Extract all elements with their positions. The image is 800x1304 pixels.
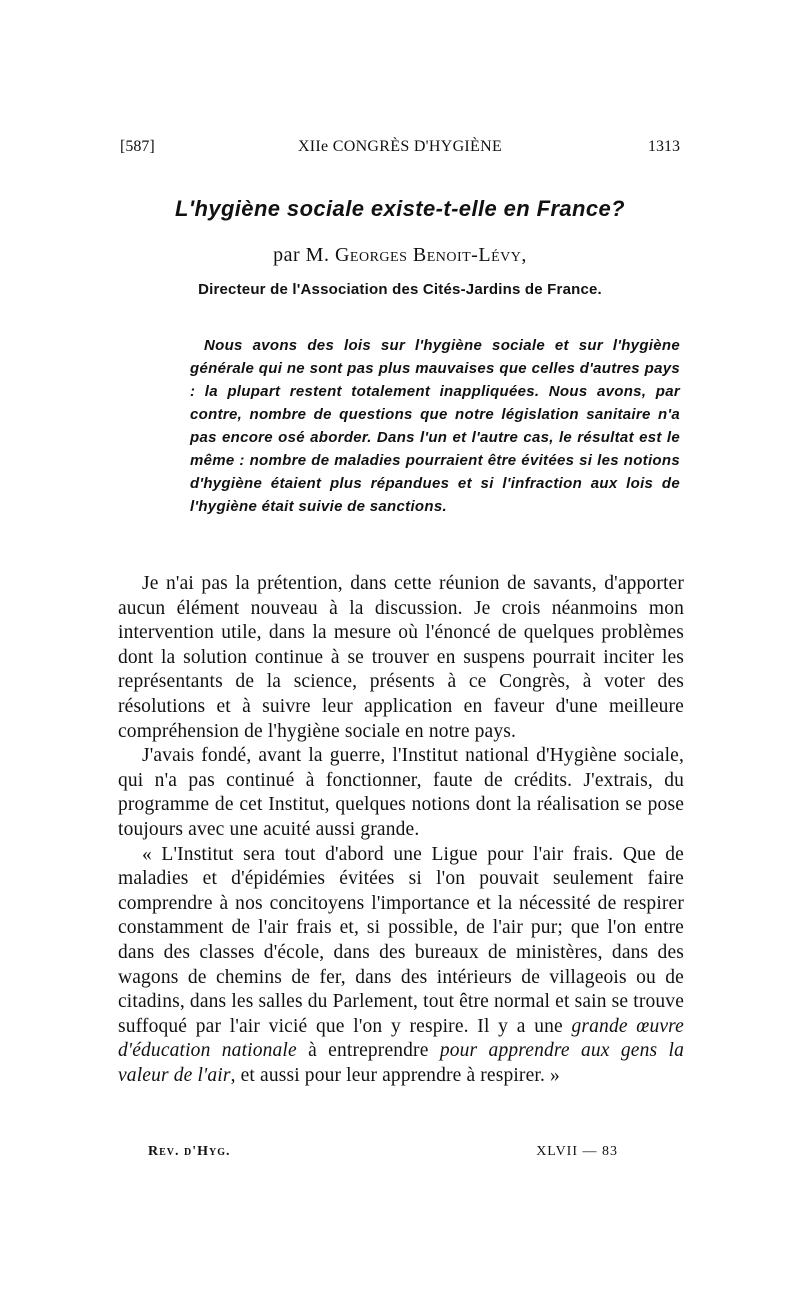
paragraph-3-end: , et aussi pour leur apprendre à respirer. » bbox=[230, 1064, 560, 1086]
paragraph-3-middle: à entreprendre bbox=[296, 1040, 440, 1062]
paragraph-3 bbox=[118, 843, 684, 1089]
journal-abbreviation: Rev. d'Hyg. bbox=[148, 1144, 231, 1159]
abstract-text: Nous avons des lois sur l'hygiène sociale et sur l'hygiène générale qui ne sont pas plus mauvaises que celles d'autres pays : la plupart restent totalement inappliquées. Nous avons, par contre, nombre de questions que notre législation sanitaire n'a pas encore osé aborder. Dans l'un et l'autre cas, le résultat est le même : nombre de maladies pourraient être évitées si les notions d'hygiène étaient plus répandues et si l'infraction aux lois de l'hygiène était suivie de sanctions. bbox=[190, 337, 680, 515]
byline-prefix: par M. bbox=[273, 244, 330, 266]
abstract bbox=[190, 334, 680, 518]
page-footer bbox=[148, 1144, 618, 1166]
article-title: L'hygiène sociale existe-t-elle en France? bbox=[175, 196, 625, 221]
volume-signature: XLVII — 83 bbox=[536, 1144, 618, 1159]
running-head bbox=[120, 138, 680, 162]
paragraph-3-emphasis-1: grande œuvre d'éducation nationale bbox=[118, 1015, 684, 1062]
article-body bbox=[118, 572, 684, 1088]
running-title: XIIe CONGRÈS D'HYGIÈNE bbox=[297, 138, 503, 155]
paragraph-3-start: « L'Institut sera tout d'abord une Ligue pour l'air frais. Que de maladies et d'épidémies évitées si l'on pouvait seulement faire comprendre à nos concitoyens l'importance et la nécessité de respirer constamment de l'air frais et, si possible, de l'air pur; que l'on entre dans des classes d'école, dans des bureaux de ministères, dans des wagons de chemins de fer, dans des intérieurs de villageois ou de citadins, dans les salles du Parlement, tout être normal et sain se trouve suffoqué par l'air vicié que l'on y respire. Il y a une bbox=[118, 843, 684, 1037]
paragraph-1: Je n'ai pas la prétention, dans cette réunion de savants, d'apporter aucun élément nouveau à la discussion. Je crois néanmoins mon intervention utile, dans la mesure où l'énoncé de quelques problèmes dont la solution continue à se trouver en suspens pourrait inciter les représentants de la science, présents à ce Congrès, à voter des résolutions et à suivre leur application en faveur d'une meilleure compréhension de l'hygiène sociale en notre pays. bbox=[118, 573, 684, 742]
paragraph-2: J'avais fondé, avant la guerre, l'Institut national d'Hygiène sociale, qui n'a pas continué à fonctionner, faute de crédits. J'extrais, du programme de cet Institut, quelques notions dont la réalisation se pose toujours avec une acuité aussi grande. bbox=[118, 745, 684, 840]
author-name: Georges Benoit-Lévy, bbox=[334, 244, 527, 266]
paragraph-3-emphasis-2: pour apprendre aux gens la valeur de l'air bbox=[118, 1040, 685, 1086]
author-affiliation: Directeur de l'Association des Cités-Jardins de France. bbox=[198, 281, 602, 298]
section-number: [587] bbox=[120, 138, 155, 155]
byline bbox=[80, 244, 720, 267]
page-number: 1313 bbox=[648, 138, 680, 155]
